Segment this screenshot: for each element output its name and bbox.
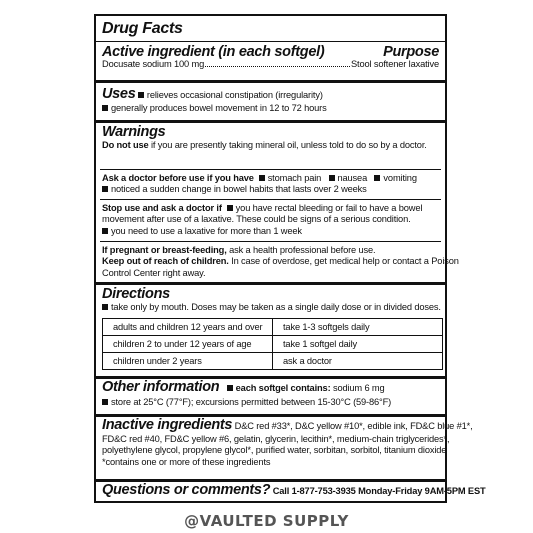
stop-use-item-continued: movement after use of a laxative. These could be signs of a serious condition. <box>102 214 411 225</box>
leader-dots <box>205 66 350 67</box>
active-rule <box>96 80 445 83</box>
do-not-use-label: Do not use <box>102 140 149 150</box>
ask-doctor-label: Ask a doctor before use if you have <box>102 173 254 183</box>
stop-use-divider <box>100 241 441 242</box>
bullet-icon <box>102 186 108 192</box>
ask-doctor-item: noticed a sudden change in bowel habits that lasts over 2 weeks <box>111 184 367 195</box>
bullet-icon <box>138 92 144 98</box>
table-cell-age: adults and children 12 years and over <box>103 319 273 336</box>
inactive-heading: Inactive ingredients <box>102 417 233 433</box>
ask-doctor-divider <box>100 199 441 200</box>
inactive-section <box>96 417 473 468</box>
table-row <box>103 353 443 370</box>
stop-use-label: Stop use and ask a doctor if <box>102 203 222 213</box>
active-purpose: Stool softener laxative <box>350 59 439 69</box>
table-cell-dose: take 1-3 softgels daily <box>273 319 443 336</box>
softgel-text: sodium 6 mg <box>332 383 385 393</box>
drug-facts-title: Drug Facts <box>102 20 183 37</box>
bullet-icon <box>102 105 108 111</box>
table-cell-dose: take 1 softgel daily <box>273 336 443 353</box>
warnings-heading: Warnings <box>102 124 166 140</box>
uses-item: generally produces bowel movement in 12 to 72 hours <box>111 103 327 113</box>
table-cell-age: children under 2 years <box>103 353 273 370</box>
active-ingredient-heading <box>102 44 324 60</box>
table-cell-dose: ask a doctor <box>273 353 443 370</box>
bullet-icon <box>102 304 108 310</box>
do-not-use-text: if you are presently taking mineral oil, unless told to do so by a doctor. <box>150 140 427 150</box>
keep-out-text-continued: Control Center right away. <box>102 267 206 278</box>
keep-out-label: Keep out of reach of children. <box>102 256 229 267</box>
ask-doctor-item: stomach pain <box>267 173 322 183</box>
directions-intro: take only by mouth. Doses may be taken as a single daily dose or in divided doses. <box>111 302 441 312</box>
inactive-line: D&C red #33*, D&C yellow #10*, edible ink, FD&C blue #1*, <box>234 421 473 431</box>
drug-facts-title-section <box>96 20 445 38</box>
ask-doctor-section <box>96 173 445 196</box>
bullet-icon <box>259 175 265 181</box>
bullet-icon <box>227 205 233 211</box>
inactive-line: FD&C red #40, FD&C yellow #6, gelatin, glycerin, lecithin*, medium-chain triglycerides*, <box>102 434 450 444</box>
other-info-section <box>96 379 445 408</box>
other-info-heading: Other information <box>102 379 220 395</box>
active-ingredient-name: Docusate sodium 100 mg <box>102 59 205 69</box>
inactive-line: *contains one or more of these ingredients <box>102 456 271 467</box>
directions-heading: Directions <box>102 286 170 302</box>
table-row <box>103 319 443 336</box>
directions-section <box>96 286 445 313</box>
pregnancy-section <box>96 245 459 279</box>
questions-text: Call 1-877-753-3935 Monday-Friday 9AM-5PM EST <box>272 486 486 496</box>
stop-use-section <box>96 203 445 237</box>
keep-out-text: In case of overdose, get medical help or contact a Poison <box>231 256 459 267</box>
drug-facts-panel <box>94 14 486 503</box>
pregnant-label: If pregnant or breast-feeding, <box>102 245 227 255</box>
bullet-icon <box>102 399 108 405</box>
bullet-icon <box>329 175 335 181</box>
dosage-table <box>102 318 443 370</box>
softgel-label: each softgel contains: <box>235 383 331 393</box>
uses-rule <box>96 120 445 123</box>
warnings-rule <box>96 282 445 285</box>
bullet-icon <box>102 228 108 234</box>
storage-text: store at 25°C (77°F); excursions permitted between 15-30°C (59-86°F) <box>111 397 392 407</box>
bullet-icon <box>374 175 380 181</box>
table-row <box>103 336 443 353</box>
title-rule <box>96 41 445 42</box>
uses-section <box>96 86 445 114</box>
warnings-divider <box>100 169 441 170</box>
watermark-text: @VAULTED SUPPLY <box>184 512 349 530</box>
inactive-line: polyethylene glycol, propylene glycol*, purified water, sorbitan, sorbitol, titanium dioxide <box>102 445 447 456</box>
warnings-section <box>96 124 445 151</box>
purpose-heading: Purpose <box>383 44 439 60</box>
pregnant-text: ask a health professional before use. <box>229 245 376 255</box>
bullet-icon <box>227 385 233 391</box>
active-heading-qualifier: (in each softgel) <box>218 44 325 60</box>
stop-use-item: you need to use a laxative for more than 1 week <box>111 225 302 236</box>
uses-item: relieves occasional constipation (irregularity) <box>146 90 323 100</box>
ask-doctor-item: vomiting <box>383 173 417 183</box>
stop-use-item: you have rectal bleeding or fail to have a bowel <box>235 203 423 213</box>
active-heading-text: Active ingredient <box>102 44 215 60</box>
questions-section <box>96 482 486 500</box>
active-ingredient-section <box>96 44 445 70</box>
questions-heading: Questions or comments? <box>102 482 271 498</box>
ask-doctor-item: nausea <box>337 173 368 183</box>
uses-heading: Uses <box>102 86 136 102</box>
table-cell-age: children 2 to under 12 years of age <box>103 336 273 353</box>
